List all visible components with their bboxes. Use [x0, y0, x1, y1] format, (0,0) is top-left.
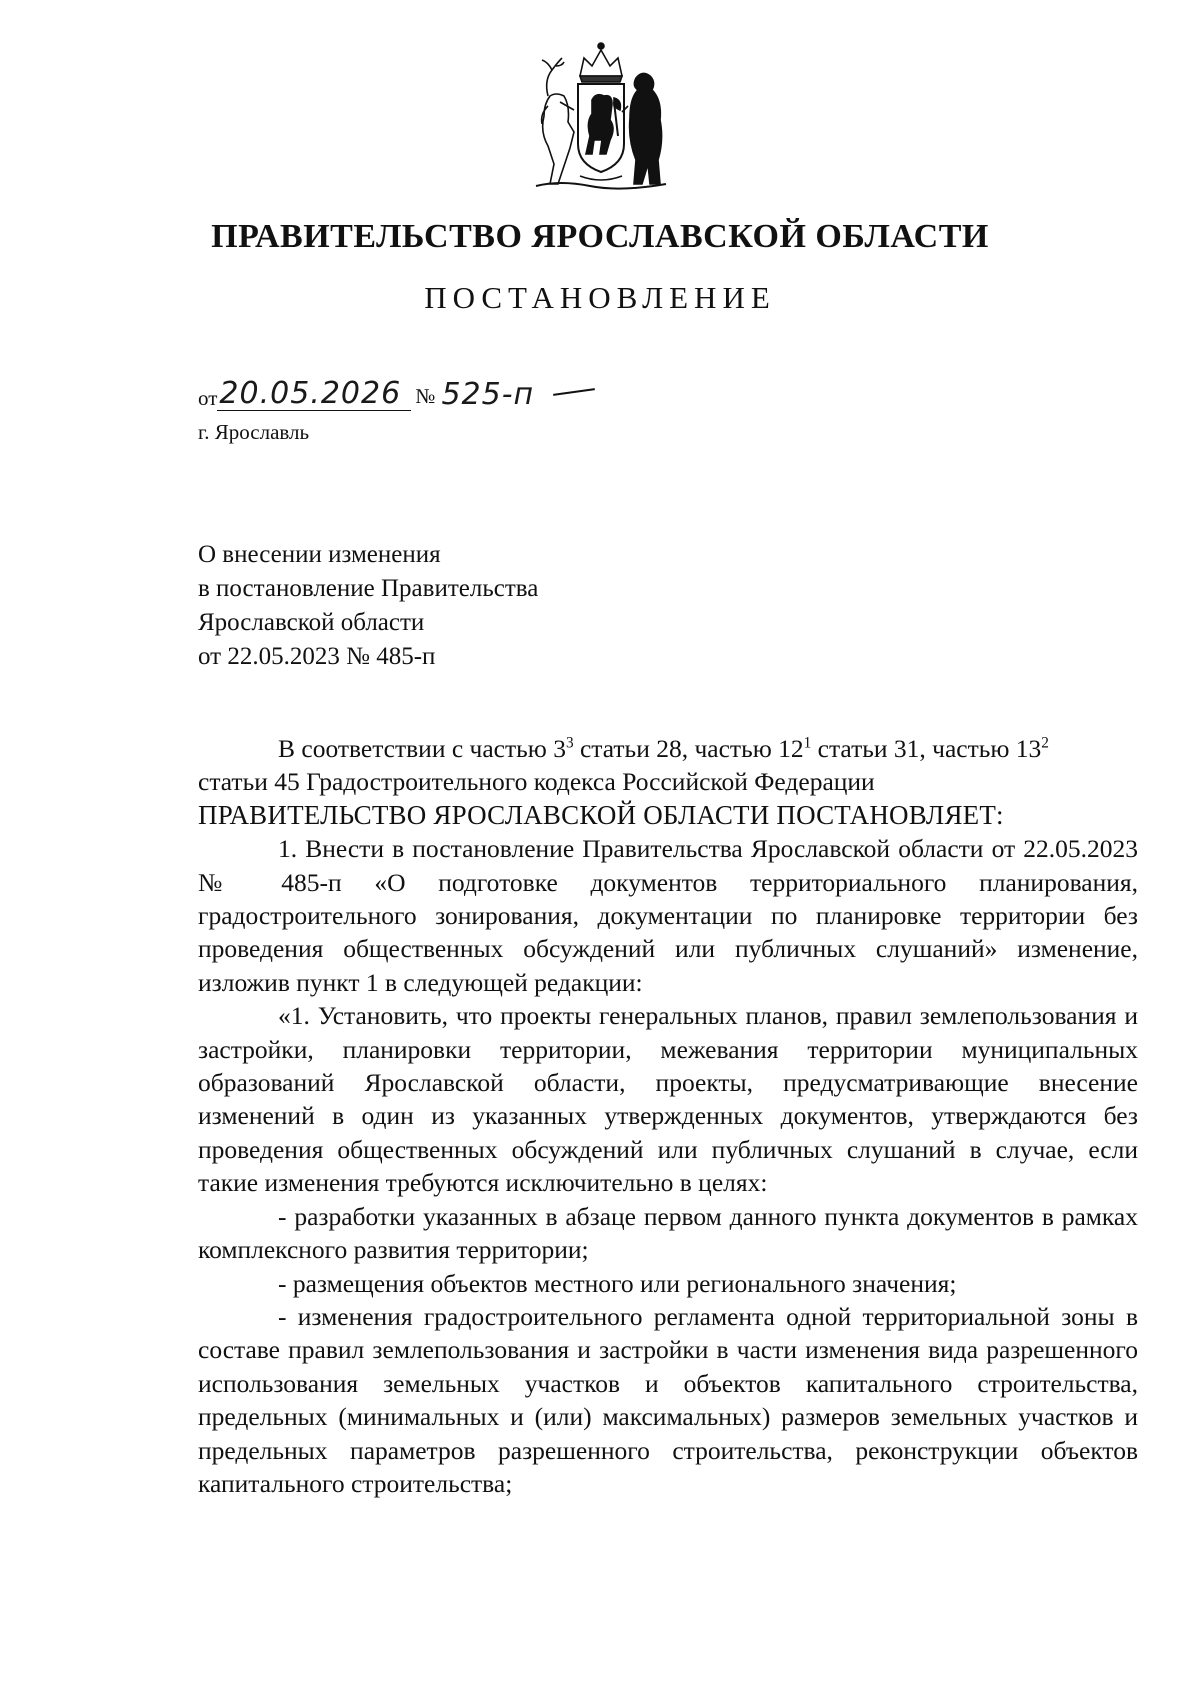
legal-basis: [198, 732, 1138, 765]
subject-line: О внесении изменения: [198, 541, 441, 568]
handwritten-number: 525-п: [441, 377, 535, 412]
document-subject: [198, 538, 538, 674]
subject-line: от 22.05.2023 № 485-п: [198, 643, 436, 670]
subject-line: в постановление Правительства: [198, 575, 539, 602]
yaroslavl-coat-of-arms-icon: [530, 36, 672, 194]
legal-basis-continued: статьи 45 Градостроительного кодекса Российской Федерации: [198, 767, 875, 797]
decree-statement: ПРАВИТЕЛЬСТВО ЯРОСЛАВСКОЙ ОБЛАСТИ ПОСТАНОВЛЯЕТ:: [198, 799, 1004, 830]
superscript: 2: [1041, 734, 1049, 752]
from-label: от: [198, 386, 218, 410]
list-item: - размещения объектов местного или регионального значения;: [278, 1268, 957, 1298]
legal-basis-text: статьи 31, частью 13: [811, 734, 1042, 763]
subject-line: Ярославской области: [198, 609, 425, 636]
registration-line: [198, 378, 595, 411]
handwritten-date: 20.05.2026: [217, 378, 411, 411]
document-type: ПОСТАНОВЛЕНИЕ: [424, 280, 776, 315]
document-body: [198, 732, 1138, 1500]
superscript: 3: [565, 734, 574, 752]
legal-basis-text: статьи 28, частью 12: [573, 734, 804, 763]
list-item: - разработки указанных в абзаце первом данного пункта документов в рамках комплексного развития территории;: [198, 1201, 1138, 1265]
number-label: №: [415, 384, 436, 408]
city: г. Ярославль: [198, 420, 310, 444]
item-1: 1. Внести в постановление Правительства Ярославской области от 22.05.2023 № 485-п «О подготовке документов территориального планирования, градостроительного зонирования, документации по планировке территории без проведения общественных обсуждений или публичных слушаний» изменение, изложив пункт 1 в следующей редакции:: [198, 834, 1138, 997]
legal-basis-text: В соответствии с частью 3: [278, 734, 566, 763]
list-item: - изменения градостроительного регламента одной территориальной зоны в составе правил землепользования и застройки в части изменения вида разрешенного использования земельных участков и объектов капитального строительства, предельных (минимальных и (или) максимальных) размеров земельных участков и предельных параметров разрешенного строительства, реконструкции объектов капитального строительства;: [198, 1301, 1138, 1498]
superscript: 1: [803, 734, 812, 752]
quoted-item-1: «1. Установить, что проекты генеральных планов, правил землепользования и застройки, планировки территории, межевания территории муниципальных образований Ярославской области, проекты, предусматривающие внесение изменений в один из указанных утвержденных документов, утверждаются без проведения общественных обсуждений или публичных слушаний в случае, если такие изменения требуются исключительно в целях:: [198, 1001, 1138, 1198]
government-title: ПРАВИТЕЛЬСТВО ЯРОСЛАВСКОЙ ОБЛАСТИ: [211, 218, 989, 255]
